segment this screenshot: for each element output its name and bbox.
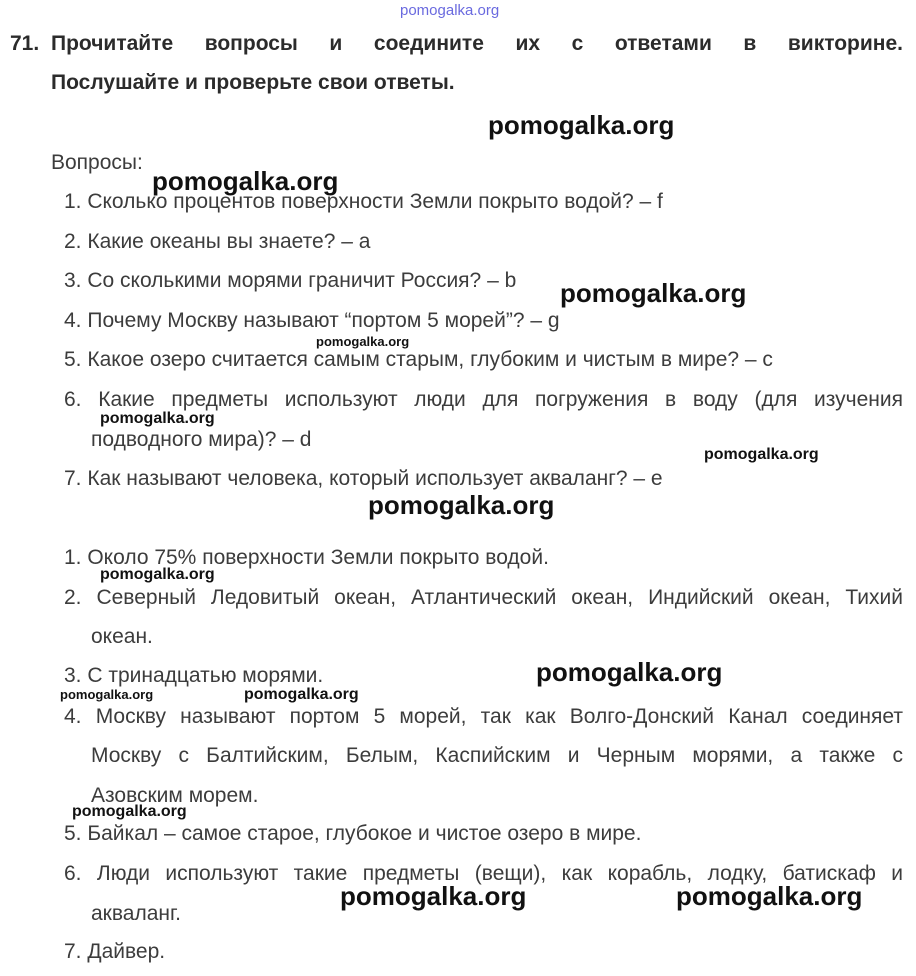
question-5: 5. Какое озеро считается самым старым, глубоким и чистым в мире? – c xyxy=(64,348,773,371)
answer-5: 5. Байкал – самое старое, глубокое и чистое озеро в мире. xyxy=(64,822,642,845)
watermark: pomogalka.org xyxy=(488,110,675,140)
answer-6-line-1: 6. Люди используют такие предметы (вещи), как корабль, лодку, батискаф и xyxy=(64,862,903,885)
question-3: 3. Со сколькими морями граничит Россия? – b xyxy=(64,269,517,292)
answer-7: 7. Дайвер. xyxy=(64,940,166,963)
questions-label: Вопросы: xyxy=(51,151,143,174)
question-2: 2. Какие океаны вы знаете? – a xyxy=(64,230,371,253)
watermark: pomogalka.org xyxy=(536,657,723,687)
answer-1: 1. Около 75% поверхности Земли покрыто водой. xyxy=(64,546,549,569)
watermark: pomogalka.org xyxy=(60,687,154,702)
answer-4-line-3: Азовским морем. xyxy=(91,784,259,807)
answer-2-line-1: 2. Северный Ледовитый океан, Атлантический океан, Индийский океан, Тихий xyxy=(64,586,903,609)
watermark: pomogalka.org xyxy=(676,881,863,911)
watermark: pomogalka.org xyxy=(368,490,555,520)
watermark: pomogalka.org xyxy=(244,686,359,703)
question-6-line-2: подводного мира)? – d xyxy=(91,428,312,451)
answer-4-line-2: Москву с Балтийским, Белым, Каспийским и Черным морями, а также с xyxy=(91,744,903,767)
answer-6-line-2: акваланг. xyxy=(91,902,181,925)
answer-3: 3. С тринадцатью морями. xyxy=(64,664,324,687)
answer-4-line-1: 4. Москву называют портом 5 морей, так как Волго-Донский Канал соединяет xyxy=(64,705,903,728)
watermark: pomogalka.org xyxy=(560,278,747,308)
answer-2-line-2: океан. xyxy=(91,625,153,648)
watermark: pomogalka.org xyxy=(72,803,187,820)
task-instruction-line-1: Прочитайте вопросы и соедините их с ответами в викторине. xyxy=(51,32,903,55)
question-1: 1. Сколько процентов поверхности Земли покрыто водой? – f xyxy=(64,190,663,213)
watermark: pomogalka.org xyxy=(316,334,410,349)
question-6-line-1: 6. Какие предметы используют люди для погружения в воду (для изучения xyxy=(64,388,903,411)
question-4: 4. Почему Москву называют “портом 5 морей”? – g xyxy=(64,309,560,332)
watermark: pomogalka.org xyxy=(100,566,215,583)
watermark: pomogalka.org xyxy=(100,410,215,427)
header-watermark: pomogalka.org xyxy=(400,2,500,19)
watermark: pomogalka.org xyxy=(340,881,527,911)
task-number: 71. xyxy=(10,32,40,55)
watermark: pomogalka.org xyxy=(152,166,339,196)
task-instruction-line-2: Послушайте и проверьте свои ответы. xyxy=(51,71,455,94)
question-7: 7. Как называют человека, который использует акваланг? – e xyxy=(64,467,663,490)
watermark: pomogalka.org xyxy=(704,446,819,463)
